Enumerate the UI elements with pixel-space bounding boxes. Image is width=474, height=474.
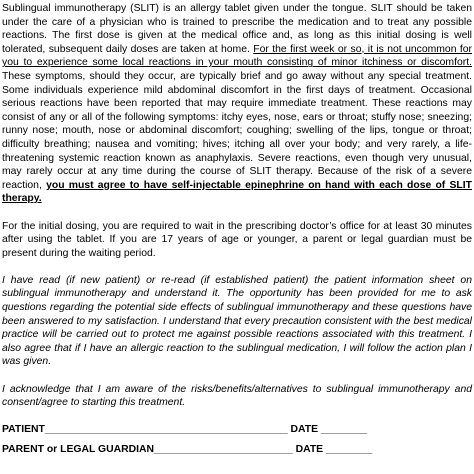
intro-text-part2: These symptoms, should they occur, are typically brief and go away without any special treatment. Some individuals experience mild abdominal discomfort in the first days of treatment. Occasional serious reactions have been reported that may require immediate treatment. These reactions may consist of any or all of the following symptoms: itchy eyes, nose, ears or throat; stuffy nose; sneezing; runny nose; mouth, nose or abdominal discomfort; coughing; swelling of the lips, tongue or throat; difficulty breathing; nausea and vomiting; hives; itching all over your body; and very rarely, a life-threatening systemic reaction known as anaphylaxis. Severe reactions, even though very unusual, may rarely occur at any time during the course of SLIT therapy. Because of the risk of a severe reaction, [2, 70, 472, 191]
acknowledgement-read-paragraph: I have read (if new patient) or re-read (if established patient) the patient information sheet on sublingual immunotherapy and understand it. The opportunity has been provided for me to ask questions regarding the potential side effects of sublingual immunotherapy and these questions have been answered to my satisfaction. I understand that every precaution consistent with the best medical practice will be carried out to protect me against possible reactions associated with this treatment. I also agree that if I have an allergic reaction to the sublingual medication, I will follow the action plan I was given. [2, 274, 472, 368]
local-reactions-underlined: For the first week or so, it is not uncommon for you to experience some local reactions in your mouth consisting of minor itchiness or discomfort. [2, 43, 472, 69]
initial-dosing-paragraph: For the initial dosing, you are required to wait in the prescribing doctor’s office for at least 30 minutes after using the tablet. If you are 17 years of age or younger, a parent or legal guardian must be present during the waiting period. [2, 220, 472, 259]
spacer [2, 410, 472, 424]
consent-document [2, 2, 472, 457]
patient-signature-line: PATIENT__________________________________________ DATE ________ [2, 424, 368, 436]
spacer [2, 369, 472, 383]
epinephrine-requirement: you must agree to have self-injectable epinephrine on hand with each dose of SLIT therapy. [2, 179, 472, 205]
guardian-signature-line: PARENT or LEGAL GUARDIAN________________________ DATE ________ [2, 444, 373, 455]
intro-paragraph [2, 2, 472, 206]
spacer [2, 260, 472, 274]
acknowledgement-risks-paragraph: I acknowledge that I am aware of the risks/benefits/alternatives to sublingual immunotherapy and consent/agree to starting this treatment. [2, 383, 472, 409]
intro-text-part1: Sublingual immunotherapy (SLIT) is an allergy tablet given under the tongue. SLIT should be taken under the care of a physician who is trained to prescribe the medication and to treat any possible reactions. The first dose is given at the medical office and, as long as this initial dosing is well tolerated, subsequent daily doses are taken at home. [2, 3, 472, 55]
spacer [2, 206, 472, 220]
